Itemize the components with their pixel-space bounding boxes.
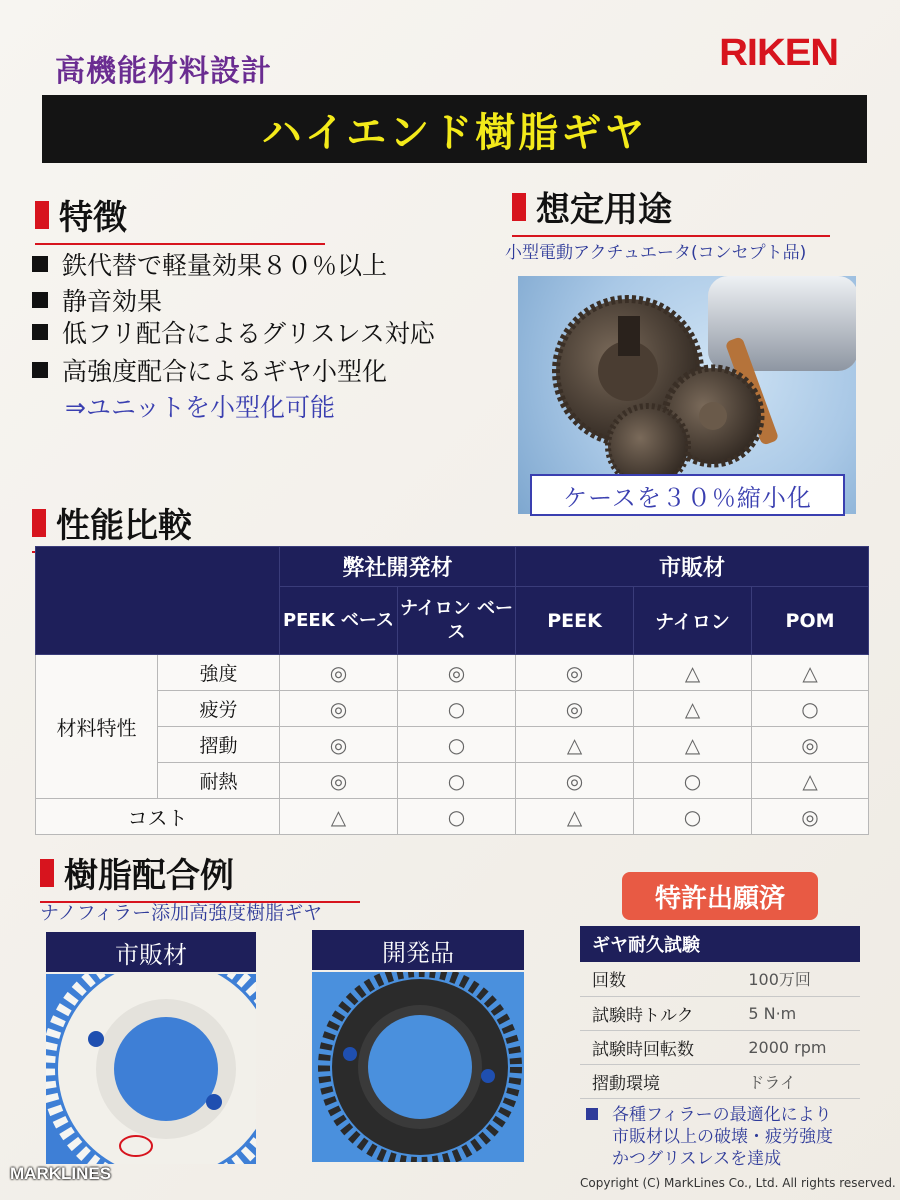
- bullet-square-icon: [32, 324, 48, 340]
- bullet-square-icon: [586, 1108, 598, 1120]
- market-gear-photo: [46, 974, 256, 1164]
- page-title: ハイエンド樹脂ギヤ: [261, 109, 648, 156]
- column-header: PEEK ベース: [280, 587, 398, 655]
- section-marker: [512, 193, 526, 221]
- bullet-square-icon: [32, 256, 48, 272]
- features-heading: 特徴: [35, 190, 127, 239]
- table-corner-cell: [36, 547, 280, 655]
- group-header-market: 市販材: [516, 547, 869, 587]
- feature-item-2: 静音効果: [32, 282, 162, 318]
- column-header: POM: [752, 587, 869, 655]
- feature-sub-item: ⇒ユニットを小型化可能: [65, 393, 335, 422]
- title-banner: [42, 95, 867, 163]
- patent-badge: 特許出願済: [622, 872, 818, 920]
- dev-gear-photo: [312, 972, 524, 1162]
- section-marker: [35, 201, 49, 229]
- usage-caption: 小型電動アクチュエータ(コンセプト品): [505, 243, 807, 263]
- white-gear-image: [46, 974, 256, 1164]
- blend-heading: 樹脂配合例: [40, 848, 234, 897]
- comparison-table: [35, 546, 869, 835]
- dev-gear-label: 開発品: [312, 930, 524, 970]
- marklines-watermark: MARKLINES: [10, 1164, 112, 1183]
- column-header: PEEK: [516, 587, 634, 655]
- board-subtitle: 高機能材料設計: [55, 54, 272, 89]
- case-reduction-box: ケースを３０％縮小化: [530, 474, 845, 516]
- table-row: 回数 100万回: [580, 962, 860, 996]
- copyright-text: Copyright (C) MarkLines Co., Ltd. All rights reserved.: [580, 1176, 896, 1190]
- section-marker: [40, 859, 54, 887]
- bullet-square-icon: [32, 292, 48, 308]
- table-row: 材料特性 強度 ◎ ◎ ◎ △ △: [36, 655, 869, 691]
- blend-subtitle: ナノフィラー添加高強度樹脂ギヤ: [40, 902, 323, 924]
- market-gear-label: 市販材: [46, 932, 256, 972]
- table-row: 疲労 ◎ ○ ◎ △ ○: [36, 691, 869, 727]
- group-header-dev: 弊社開発材: [280, 547, 516, 587]
- black-gear-image: [312, 972, 524, 1162]
- table-row: コスト △ ○ △ ○ ◎: [36, 799, 869, 835]
- row-group-label: 材料特性: [36, 655, 158, 799]
- feature-item-3: 低フリ配合によるグリスレス対応: [32, 314, 435, 350]
- feature-item-4: 高強度配合によるギヤ小型化: [32, 352, 387, 388]
- table-row: 耐熱 ◎ ○ ◎ ○ △: [36, 763, 869, 799]
- result-note: 各種フィラーの最適化により 市販材以上の破壊・疲労強度 かつグリスレスを達成: [586, 1104, 833, 1170]
- column-header: ナイロン: [634, 587, 752, 655]
- table-row: 摺動 ◎ ○ △ △ ◎: [36, 727, 869, 763]
- table-row: 試験時回転数 2000 rpm: [580, 1030, 860, 1064]
- table-row: 摺動環境 ドライ: [580, 1064, 860, 1098]
- comparison-heading: 性能比較: [32, 498, 192, 547]
- section-marker: [32, 509, 46, 537]
- bullet-square-icon: [32, 362, 48, 378]
- column-header: ナイロン ベース: [398, 587, 516, 655]
- table-row: 試験時トルク 5 N·m: [580, 996, 860, 1030]
- usage-heading: 想定用途: [512, 182, 672, 231]
- feature-item-1: 鉄代替で軽量効果８０％以上: [32, 246, 387, 282]
- durability-table: [580, 926, 860, 1099]
- durability-header: ギヤ耐久試験: [580, 926, 860, 962]
- riken-logo: RIKEN: [719, 32, 839, 74]
